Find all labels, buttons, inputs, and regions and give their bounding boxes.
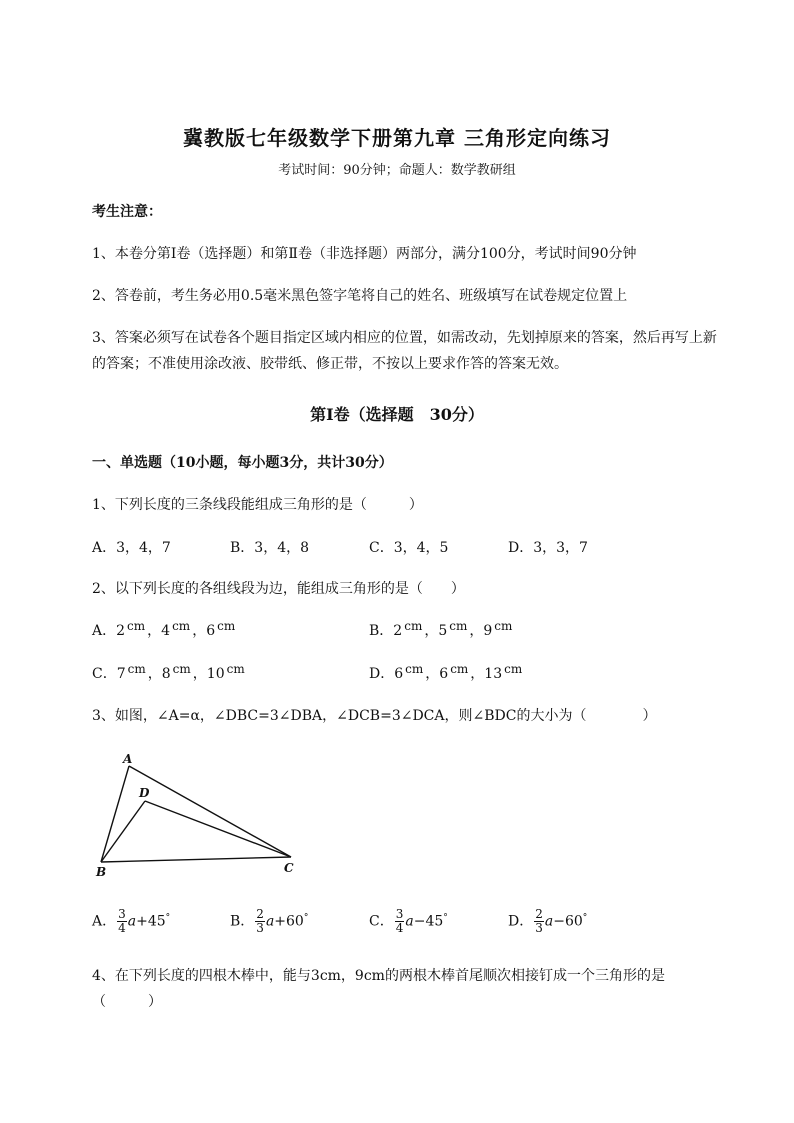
vertex-label-a: A xyxy=(123,752,133,766)
length-value: 6 xyxy=(439,666,449,682)
segment-ac xyxy=(129,766,291,857)
part-one-title: 第I卷（选择题 30分） xyxy=(310,405,484,424)
unit-cm: cm xyxy=(404,619,423,633)
length-value: 6 xyxy=(206,623,216,639)
length-value: 2 xyxy=(393,623,403,639)
option-label: D． xyxy=(369,666,395,682)
length-value: 8 xyxy=(161,666,171,682)
vertex-label-d: D xyxy=(139,786,150,800)
section-heading: 一、单选题（10小题，每小题3分，共计30分） xyxy=(92,455,393,471)
q2-option-c[interactable]: C．7 cm ，8 cm ，10 cm xyxy=(92,662,245,682)
unit-cm: cm xyxy=(504,662,523,676)
unit-cm: cm xyxy=(172,662,191,676)
fraction: $\frac{2}{3}$ xyxy=(535,907,543,935)
question-4-stem: 4、在下列长度的四根木棒中，能与3cm，9cm的两根木棒首尾顺次相接钉成一个三角形的是 xyxy=(92,968,665,984)
length-value: 9 xyxy=(483,623,493,639)
option-label: C． xyxy=(369,913,394,930)
unit-cm: cm xyxy=(217,619,236,633)
question-2-stem: 2、以下列长度的各组线段为边，能组成三角形的是（ ） xyxy=(92,581,465,597)
q3-option-b[interactable]: B． $\frac{2}{3}$ a+60° xyxy=(230,907,309,935)
question-4-blank: （ ） xyxy=(92,994,162,1010)
notice-item-3: 3、答案必须写在试卷各个题目指定区域内相应的位置，如需改动，先划掉原来的答案，然后再写上新 xyxy=(92,330,717,346)
length-value: 10 xyxy=(206,666,225,682)
triangle-figure xyxy=(88,748,308,880)
length-value: 4 xyxy=(161,623,171,639)
fraction: $\frac{3}{4}$ xyxy=(395,907,404,935)
segment-bd xyxy=(101,801,145,862)
length-value: 5 xyxy=(438,623,448,639)
option-label: D． xyxy=(508,913,534,930)
q3-option-c[interactable]: C． $\frac{3}{4}$ a−45° xyxy=(369,907,448,935)
length-value: 7 xyxy=(116,666,126,682)
length-value: 6 xyxy=(394,666,404,682)
segment-bc xyxy=(101,857,291,862)
q1-option-b[interactable]: B．3，4，8 xyxy=(230,540,310,556)
unit-cm: cm xyxy=(449,619,468,633)
exam-info: 考试时间：90分钟；命题人：数学教研组 xyxy=(278,163,516,178)
option-label: A． xyxy=(92,623,117,639)
unit-cm: cm xyxy=(494,619,513,633)
notice-item-2: 2、答卷前，考生务必用0.5毫米黑色签字笔将自己的姓名、班级填写在试卷规定位置上 xyxy=(92,288,628,304)
question-1-stem: 1、下列长度的三条线段能组成三角形的是（ ） xyxy=(92,497,423,513)
segment-dc xyxy=(145,801,291,857)
question-3-stem: 3、如图，∠A=α，∠DBC=3∠DBA，∠DCB=3∠DCA，则∠BDC的大小为（ ） xyxy=(92,708,657,724)
fraction: $\frac{3}{4}$ xyxy=(118,907,126,935)
q2-option-b[interactable]: B．2 cm ，5 cm ，9 cm xyxy=(369,619,513,639)
notice-item-3-continued: 的答案；不准使用涂改液、胶带纸、修正带，不按以上要求作答的答案无效。 xyxy=(92,356,568,372)
notice-item-1: 1、本卷分第I卷（选择题）和第Ⅱ卷（非选择题）两部分，满分100分，考试时间90分钟 xyxy=(92,246,637,262)
notice-heading: 考生注意： xyxy=(92,204,162,220)
q1-option-a[interactable]: A．3，4，7 xyxy=(92,540,171,556)
unit-cm: cm xyxy=(172,619,191,633)
q2-option-a[interactable]: A．2 cm ，4 cm ，6 cm xyxy=(92,619,236,639)
q3-option-d[interactable]: D． $\frac{2}{3}$ a−60° xyxy=(508,907,588,935)
q3-option-a[interactable]: A． $\frac{3}{4}$ a+45° xyxy=(92,907,171,935)
document-title: 冀教版七年级数学下册第九章 三角形定向练习 xyxy=(183,126,611,150)
unit-cm: cm xyxy=(450,662,469,676)
vertex-label-c: C xyxy=(284,861,294,875)
q1-option-c[interactable]: C．3，4，5 xyxy=(369,540,449,556)
unit-cm: cm xyxy=(127,619,146,633)
option-label: A． xyxy=(92,913,117,930)
option-label: B． xyxy=(230,913,255,930)
q2-option-d[interactable]: D．6 cm ，6 cm ，13 cm xyxy=(369,662,523,682)
unit-cm: cm xyxy=(127,662,146,676)
length-value: 13 xyxy=(484,666,503,682)
unit-cm: cm xyxy=(405,662,424,676)
unit-cm: cm xyxy=(226,662,245,676)
q1-option-d[interactable]: D．3，3，7 xyxy=(508,540,588,556)
option-label: B． xyxy=(369,623,394,639)
length-value: 2 xyxy=(116,623,126,639)
segment-ab xyxy=(101,766,129,862)
vertex-label-b: B xyxy=(96,865,107,879)
fraction: $\frac{2}{3}$ xyxy=(256,907,264,935)
option-label: C． xyxy=(92,666,117,682)
